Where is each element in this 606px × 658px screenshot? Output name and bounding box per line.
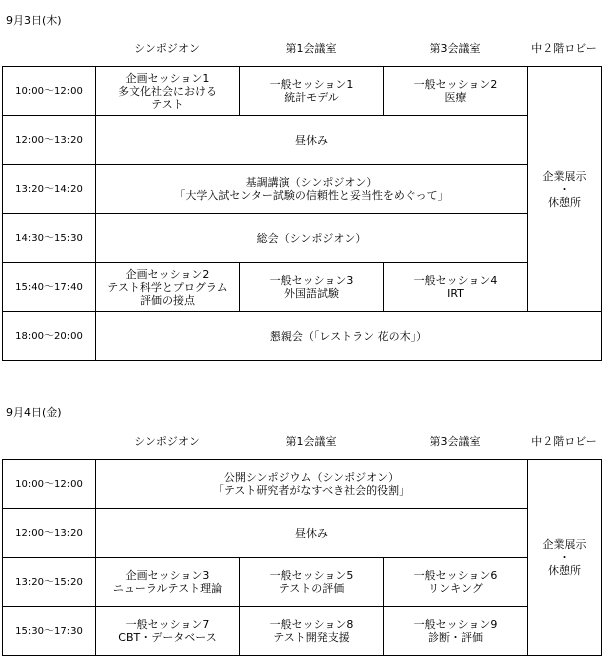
session-cell: 一般セッション8 テスト開発支援 (240, 607, 384, 656)
session-cell: 企画セッション1 多文化社会における テスト (96, 67, 240, 116)
session-cell: 一般セッション3 外国語試験 (240, 263, 384, 312)
col-header-symposium: シンポジオン (134, 435, 200, 448)
session-cell: 一般セッション1 統計モデル (240, 67, 384, 116)
spanning-cell: 公開シンポジウム（シンポジオン） 「テスト研究者がなすべき社会的役割」 (96, 460, 528, 509)
table-row (3, 165, 602, 214)
session-cell: 企画セッション2 テスト科学とプログラム 評価の接点 (96, 263, 240, 312)
time-cell: 10:00～12:00 (3, 460, 96, 509)
col-header-room1: 第1会議室 (285, 435, 337, 448)
session-cell: 一般セッション2 医療 (384, 67, 528, 116)
time-cell: 10:00～12:00 (3, 67, 96, 116)
table-row (3, 312, 602, 361)
session-cell: 一般セッション7 CBT・データベース (96, 607, 240, 656)
session-cell: 一般セッション5 テストの評価 (240, 558, 384, 607)
table-row (3, 214, 602, 263)
day1-schedule-table (2, 66, 602, 361)
time-cell: 13:20～14:20 (3, 165, 96, 214)
time-cell: 13:20～15:20 (3, 558, 96, 607)
spanning-cell: 懇親会（「レストラン 花の木」） (96, 312, 602, 361)
session-cell: 企画セッション3 ニューラルテスト理論 (96, 558, 240, 607)
spanning-cell: 昼休み (96, 509, 528, 558)
spanning-cell: 基調講演（シンポジオン） 「大学入試センター試験の信頼性と妥当性をめぐって」 (96, 165, 528, 214)
session-cell: 一般セッション9 診断・評価 (384, 607, 528, 656)
col-header-room3: 第3会議室 (429, 42, 481, 55)
day1-title: 9月3日(木) (6, 14, 62, 27)
day2-title: 9月4日(金) (6, 406, 62, 419)
col-header-lobby: 中２階ロビー (531, 435, 597, 448)
table-row (3, 116, 602, 165)
table-row (3, 558, 602, 607)
col-header-room1: 第1会議室 (285, 42, 337, 55)
time-cell: 14:30～15:30 (3, 214, 96, 263)
table-row (3, 460, 602, 509)
session-cell: 一般セッション6 リンキング (384, 558, 528, 607)
col-header-lobby: 中２階ロビー (531, 42, 597, 55)
col-header-room3: 第3会議室 (429, 435, 481, 448)
time-cell: 15:30～17:30 (3, 607, 96, 656)
lobby-cell: 企業展示 ・ 休憩所 (528, 67, 602, 312)
lobby-cell: 企業展示 ・ 休憩所 (528, 460, 602, 656)
spanning-cell: 総会（シンポジオン） (96, 214, 528, 263)
spanning-cell: 昼休み (96, 116, 528, 165)
table-row (3, 509, 602, 558)
day2-schedule-table (2, 459, 602, 656)
time-cell: 12:00～13:20 (3, 116, 96, 165)
time-cell: 15:40～17:40 (3, 263, 96, 312)
col-header-symposium: シンポジオン (134, 42, 200, 55)
session-cell: 一般セッション4 IRT (384, 263, 528, 312)
time-cell: 12:00～13:20 (3, 509, 96, 558)
time-cell: 18:00～20:00 (3, 312, 96, 361)
table-row (3, 67, 602, 116)
table-row (3, 263, 602, 312)
table-row (3, 607, 602, 656)
